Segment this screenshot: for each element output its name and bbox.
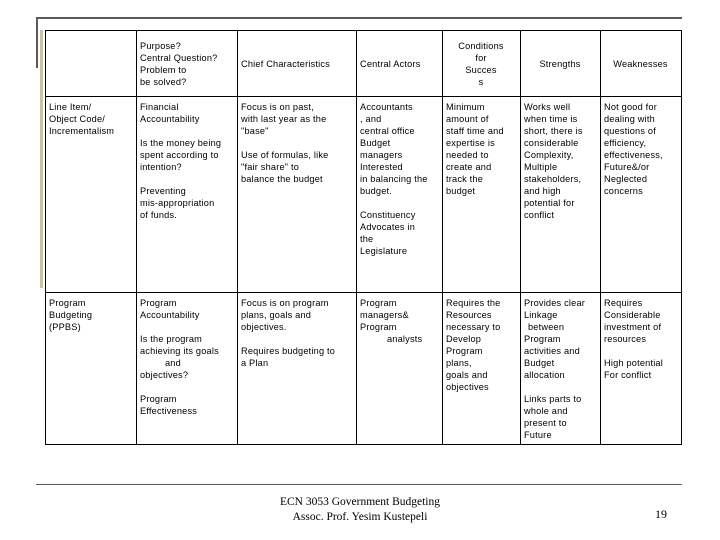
row-weaknesses-program-budgeting: Requires Considerable investment of resources High potential For conflict bbox=[601, 293, 682, 445]
header-strengths: Strengths bbox=[521, 31, 601, 97]
header-conditions-for-success: Conditions for Succes s bbox=[443, 31, 521, 97]
row-name-program-budgeting: Program Budgeting (PPBS) bbox=[46, 293, 137, 445]
table-row-program-budgeting bbox=[46, 293, 682, 445]
row-purpose-line-item: Financial Accountability Is the money being spent according to intention? Preventing mis-appropriation of funds. bbox=[137, 97, 238, 293]
header-purpose: Purpose? Central Question? Problem to be solved? bbox=[137, 31, 238, 97]
budgeting-comparison-table bbox=[45, 30, 682, 445]
table-row-line-item bbox=[46, 97, 682, 293]
row-strengths-line-item: Works well when time is short, there is considerable Complexity, Multiple stakeholders, and high potential for conflict bbox=[521, 97, 601, 293]
row-conditions-line-item: Minimum amount of staff time and expertise is needed to create and track the budget bbox=[443, 97, 521, 293]
slide-footer bbox=[240, 495, 480, 525]
slide-corner-rule bbox=[36, 17, 38, 68]
row-purpose-program-budgeting: Program Accountability Is the program achieving its goals and objectives? Program Effectiveness bbox=[137, 293, 238, 445]
footer-rule bbox=[36, 484, 682, 485]
table-header-row bbox=[46, 31, 682, 97]
page-number: 19 bbox=[655, 507, 667, 521]
header-chief-characteristics: Chief Characteristics bbox=[238, 31, 357, 97]
row-weaknesses-line-item: Not good for dealing with questions of efficiency, effectiveness, Future&/or Neglected concerns bbox=[601, 97, 682, 293]
row-chief-line-item: Focus is on past, with last year as the "base" Use of formulas, like "fair share" to balance the budget bbox=[238, 97, 357, 293]
row-conditions-program-budgeting: Requires the Resources necessary to Develop Program plans, goals and objectives bbox=[443, 293, 521, 445]
row-actors-line-item: Accountants , and central office Budget managers Interested in balancing the budget. Constituency Advocates in the Legislature bbox=[357, 97, 443, 293]
header-central-actors: Central Actors bbox=[357, 31, 443, 97]
row-name-line-item: Line Item/ Object Code/ Incrementalism bbox=[46, 97, 137, 293]
slide-top-rule bbox=[36, 17, 682, 19]
row-actors-program-budgeting: Program managers& Program analysts bbox=[357, 293, 443, 445]
row-chief-program-budgeting: Focus is on program plans, goals and objectives. Requires budgeting to a Plan bbox=[238, 293, 357, 445]
header-weaknesses: Weaknesses bbox=[601, 31, 682, 97]
header-cell-empty bbox=[46, 31, 137, 97]
table-left-accent bbox=[40, 30, 43, 288]
row-strengths-program-budgeting: Provides clear Linkage between Program activities and Budget allocation Links parts to whole and present to Future bbox=[521, 293, 601, 445]
footer-author: Assoc. Prof. Yesim Kustepeli bbox=[292, 511, 428, 523]
footer-course-title: ECN 3053 Government Budgeting bbox=[279, 496, 441, 508]
